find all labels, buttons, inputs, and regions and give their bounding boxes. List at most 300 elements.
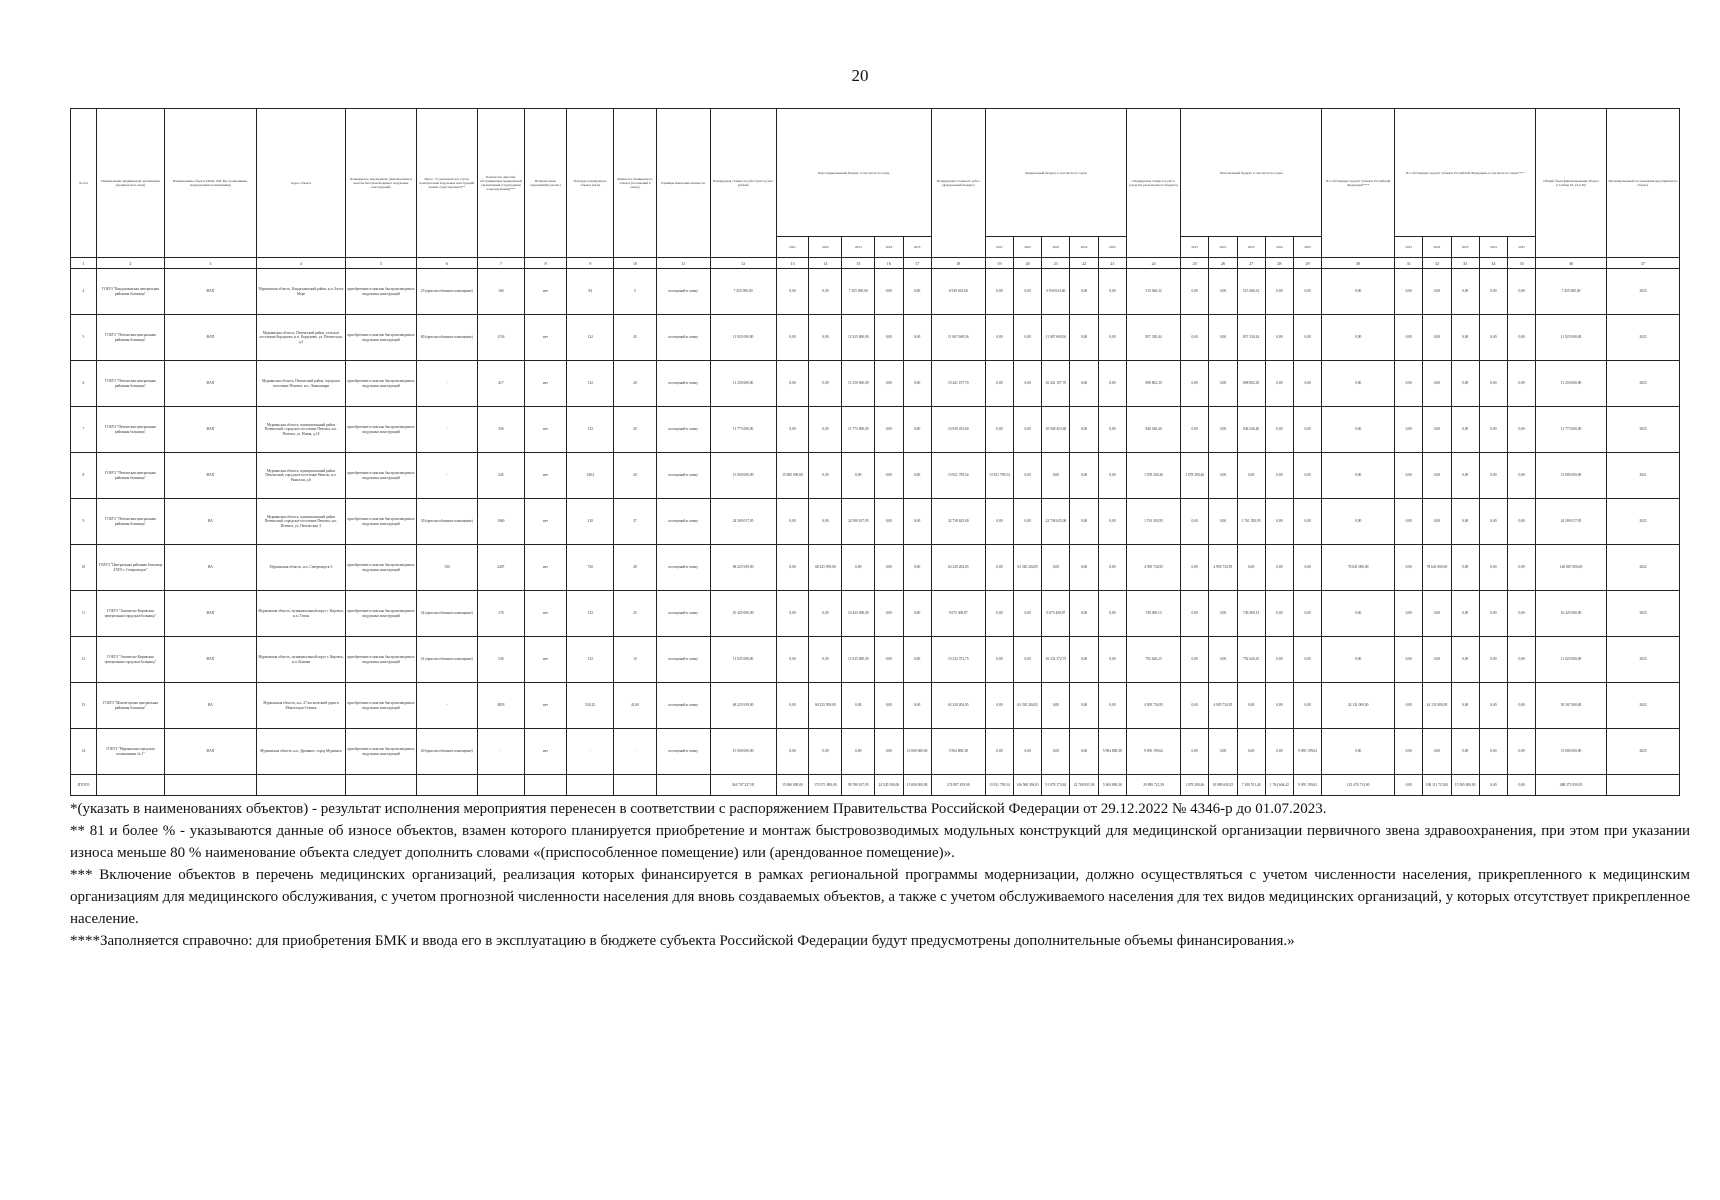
table-cell: 24 131 000,00 (1322, 683, 1395, 729)
table-cell: 417 (477, 361, 524, 407)
total-cell: 488 273 950,95 (1536, 775, 1607, 796)
table-cell: 0,00 (1395, 407, 1423, 453)
table-cell: 11 925 000,00 (842, 315, 875, 361)
table-cell: 0,00 (1293, 315, 1321, 361)
table-cell: 0,00 (1479, 637, 1507, 683)
column-number: 19 (985, 258, 1013, 269)
total-cell: 99 780 017,95 (842, 775, 875, 796)
table-cell: 0,00 (1098, 591, 1126, 637)
total-cell: 146 580 394,01 (1014, 775, 1042, 796)
table-cell: Мурманская область, муниципальный район Печенгский, городское поселение Печенга, н.п. Печенга, ул. Печенгская, 5 (256, 499, 345, 545)
table-cell: 0,00 (875, 499, 903, 545)
table-cell: 0,00 (1322, 453, 1395, 499)
table-cell: 8 (71, 453, 97, 499)
table-cell: 176 (477, 591, 524, 637)
table-cell: 10 232 372,75 (1042, 637, 1070, 683)
column-number: 25 (1181, 258, 1209, 269)
table-cell: 0,00 (1451, 315, 1479, 361)
table-cell: 25 (614, 591, 656, 637)
table-cell: 2023 (1606, 637, 1679, 683)
column-number: 24 (1127, 258, 1181, 269)
year-header: 2022 (1014, 237, 1042, 258)
column-number: 20 (1014, 258, 1042, 269)
column-number: 18 (931, 258, 985, 269)
table-cell: 4818 (477, 683, 524, 729)
table-cell: ГОБУЗ "Печенгская центральная районная больница" (96, 499, 164, 545)
column-number: 5 (346, 258, 417, 269)
column-number: 13 (776, 258, 809, 269)
table-cell: 0,00 (1070, 269, 1098, 315)
table-row (71, 545, 1680, 591)
table-cell: 13 921 799,54 (931, 453, 985, 499)
table-cell: 0,00 (1293, 499, 1321, 545)
table-cell: 4 (71, 269, 97, 315)
table-cell: 0,00 (1451, 729, 1479, 775)
table-cell: 80 (приспособленное помещение) (416, 315, 477, 361)
table-cell: 0,00 (1042, 729, 1070, 775)
table-cell: 0,00 (842, 453, 875, 499)
table-cell: 7 (71, 407, 97, 453)
table-cell: 63 320 204,05 (931, 683, 985, 729)
year-header: 2025 (1293, 237, 1321, 258)
table-cell: 857 330,44 (1237, 315, 1265, 361)
table-cell: 0,00 (809, 637, 842, 683)
total-cell: 24 545 500,00 (875, 775, 903, 796)
table-cell: приобретение и монтаж быстровозводимых модульных конструкций (346, 729, 417, 775)
table-cell: 11 775 000,00 (710, 407, 776, 453)
table-cell: 15 000 000,00 (903, 729, 931, 775)
table-cell: 0,00 (875, 407, 903, 453)
table-cell: 0,00 (1423, 315, 1451, 361)
table-cell: 0,00 (1479, 407, 1507, 453)
table-cell: 0,00 (776, 545, 809, 591)
table-row (71, 407, 1680, 453)
table-cell: 0,00 (1181, 407, 1209, 453)
table-cell: 0,00 (1395, 499, 1423, 545)
table-cell: 0,00 (776, 499, 809, 545)
table-cell: 68 225 939,00 (710, 683, 776, 729)
table-cell: 0,00 (875, 545, 903, 591)
table-cell: 0,00 (1507, 499, 1535, 545)
table-cell: 0,00 (1293, 545, 1321, 591)
table-cell: ВА (165, 545, 257, 591)
table-cell: 6 939 633,60 (1042, 269, 1070, 315)
table-cell: 0,00 (776, 637, 809, 683)
table-cell: 0,00 (1423, 269, 1451, 315)
table-cell: 0,00 (1070, 499, 1098, 545)
table-cell: 0,00 (1479, 499, 1507, 545)
table-cell: 11 067 669,56 (931, 315, 985, 361)
page-number: 20 (851, 66, 869, 85)
table-cell: 0,00 (1070, 407, 1098, 453)
table-cell: 0,00 (1098, 499, 1126, 545)
table-cell: 0,00 (1322, 315, 1395, 361)
table-cell: 0,00 (1265, 269, 1293, 315)
total-cell: 5 904 800,38 (1098, 775, 1126, 796)
table-cell: 11 025 000,00 (1536, 637, 1607, 683)
modernization-table-container (70, 108, 1680, 796)
column-number: 17 (903, 258, 931, 269)
table-cell: 245 (477, 453, 524, 499)
table-cell: 0,00 (1423, 729, 1451, 775)
table-cell: 0,00 (1293, 453, 1321, 499)
table-cell: 0,00 (903, 315, 931, 361)
table-cell: 0,00 (903, 407, 931, 453)
table-cell: 40 (приспособленное помещение) (416, 729, 477, 775)
table-cell: 0,00 (776, 683, 809, 729)
year-header: 2025 (1098, 237, 1126, 258)
table-cell: Мурманская область, н.п. 27 км железной дороги Мончегорск-Оленья (256, 683, 345, 729)
year-header: 2021 (985, 237, 1013, 258)
table-cell: 210 (567, 499, 614, 545)
table-cell: 20 (614, 361, 656, 407)
table-row (71, 453, 1680, 499)
table-cell: 11 (71, 591, 97, 637)
table-cell: 22 738 625,00 (1042, 499, 1070, 545)
total-cell: 9 095 199,62 (1293, 775, 1321, 796)
table-cell: 0,00 (875, 637, 903, 683)
table-cell: приобретение и монтаж быстровозводимых модульных конструкций (346, 315, 417, 361)
table-cell: 2023 (1606, 499, 1679, 545)
table-cell: 0,00 (875, 591, 903, 637)
table-cell: 0,00 (1423, 453, 1451, 499)
column-number: 3 (165, 258, 257, 269)
total-cell: 15 365 000,00 (1451, 775, 1479, 796)
column-header: Региональный бюджет, в том числе по годам (1181, 109, 1322, 237)
table-cell: 792 626,25 (1127, 637, 1181, 683)
year-header: 2021 (776, 237, 809, 258)
total-row (71, 775, 1680, 796)
column-number: 15 (842, 258, 875, 269)
table-cell: 2023 (1606, 361, 1679, 407)
table-cell: 0,00 (1423, 637, 1451, 683)
table-cell: 15 000 000,00 (710, 729, 776, 775)
table-cell: 0,00 (809, 315, 842, 361)
table-cell: 13 (71, 683, 97, 729)
table-cell: 749 490,13 (1237, 591, 1265, 637)
table-cell: 0,00 (1265, 453, 1293, 499)
total-cell (165, 775, 257, 796)
year-header: 2025 (903, 237, 931, 258)
table-cell: 0,00 (875, 315, 903, 361)
table-cell: 0,00 (1098, 545, 1126, 591)
table-cell: 0,00 (1098, 683, 1126, 729)
table-cell: 0,00 (1451, 269, 1479, 315)
table-cell: - (416, 683, 477, 729)
table-cell: 0,00 (1395, 683, 1423, 729)
table-cell: нет (524, 499, 566, 545)
table-cell: 0,00 (875, 361, 903, 407)
table-cell: 0,00 (1423, 407, 1451, 453)
table-cell: 20 (614, 453, 656, 499)
table-cell: 0,00 (1181, 591, 1209, 637)
column-header: Планируемое мероприятие (приобретение и монтаж быстровозводимых модульных конструкций) (346, 109, 417, 258)
footnotes (70, 798, 1690, 952)
year-header: 2023 (1042, 237, 1070, 258)
table-cell: 0,00 (875, 269, 903, 315)
table-cell: приобретение и монтаж быстровозводимых модульных конструкций (346, 407, 417, 453)
table-cell: 0,00 (1293, 683, 1321, 729)
table-cell: 0,00 (1395, 637, 1423, 683)
table-cell: 749 490,13 (1127, 591, 1181, 637)
column-number: 14 (809, 258, 842, 269)
table-cell: 63 320 204,05 (1014, 683, 1042, 729)
table-cell: 0,00 (903, 453, 931, 499)
total-cell: 7 180 551,40 (1237, 775, 1265, 796)
table-cell: 0,00 (809, 269, 842, 315)
column-header: Наименование объекта (ФАП, ФП, ВА, поликлиника, подразделение поликлиники) (165, 109, 257, 258)
table-cell: 0,00 (1479, 361, 1507, 407)
table-cell: 0,00 (1293, 269, 1321, 315)
table-cell: нет (524, 361, 566, 407)
table-cell: 11 925 000,00 (1536, 315, 1607, 361)
column-number: 16 (875, 258, 903, 269)
table-cell: приобретение и монтаж быстровозводимых модульных конструкций (346, 591, 417, 637)
column-header: Планируемая стоимость работ (всего) (тыс. рублей) (710, 109, 776, 258)
footnote-2: ** 81 и более % - указываются данные об износе объектов, взамен которого планируется приобретение и монтаж быстровозводимых модульных конструкций для медицинской организации первичного звена здравоохранения, при этом при указании износа меньше 80 % наименование объекта следует дополнить словами «(приспособленное помещение) или (арендованное помещение)». (70, 823, 1690, 861)
table-cell: 0,00 (985, 361, 1013, 407)
table-cell: 78 641 000,00 (1322, 545, 1395, 591)
table-cell: 24 500 017,95 (710, 499, 776, 545)
table-cell: 0,00 (1322, 407, 1395, 453)
table-cell: 0,00 (1507, 269, 1535, 315)
table-cell: посещений в смену (656, 315, 710, 361)
table-cell: 9 095 199,62 (1127, 729, 1181, 775)
table-cell: 0,00 (985, 545, 1013, 591)
table-cell: 5 (614, 269, 656, 315)
table-cell: приобретение и монтаж быстровозводимых модульных конструкций (346, 453, 417, 499)
table-cell: 0,00 (1014, 637, 1042, 683)
table-cell: ВА (165, 683, 257, 729)
table-cell: 0,00 (1181, 361, 1209, 407)
table-cell: 78 641 000,00 (1423, 545, 1451, 591)
total-cell: 123 476 713,00 (1322, 775, 1395, 796)
total-cell (256, 775, 345, 796)
table-cell: 0,00 (985, 315, 1013, 361)
table-cell: 132 (567, 637, 614, 683)
table-row (71, 499, 1680, 545)
table-cell: 10 928 453,60 (1042, 407, 1070, 453)
table-cell: 11 775 000,00 (842, 407, 875, 453)
table-cell: 166 (477, 269, 524, 315)
table-cell: 0,00 (1265, 499, 1293, 545)
table-cell: 0,00 (1423, 591, 1451, 637)
table-cell: 0,00 (1507, 637, 1535, 683)
table-cell: ФАП (165, 269, 257, 315)
table-cell: 0,00 (1395, 729, 1423, 775)
column-number: 10 (614, 258, 656, 269)
table-cell: 0,00 (1265, 545, 1293, 591)
table-cell: 0,00 (1209, 315, 1237, 361)
table-cell: 0,00 (1014, 407, 1042, 453)
table-cell: 0,00 (1265, 729, 1293, 775)
table-cell: 7 455 000,00 (842, 269, 875, 315)
table-cell: 0,00 (1265, 361, 1293, 407)
column-number: 32 (1423, 258, 1451, 269)
footnote-4: ****Заполняется справочно: для приобретения БМК и ввода его в эксплуатацию в бюджете субъекта Российской Федерации будут предусмотрены дополнительные объемы финансирования.» (70, 933, 1295, 949)
table-cell: посещений в смену (656, 499, 710, 545)
table-cell: 0,00 (809, 591, 842, 637)
table-cell: 0,00 (1451, 499, 1479, 545)
table-cell: 0,00 (1209, 269, 1237, 315)
column-header: Федеральный бюджет, в том числе по годам (985, 109, 1126, 237)
table-cell: 15 000 000,00 (710, 453, 776, 499)
table-cell: 0,00 (1395, 545, 1423, 591)
total-cell (1606, 775, 1679, 796)
table-cell: 0,00 (1322, 591, 1395, 637)
table-cell: посещений в смену (656, 269, 710, 315)
table-cell: нет (524, 453, 566, 499)
table-cell: 0,00 (1507, 361, 1535, 407)
table-row (71, 683, 1680, 729)
table-cell: приобретение и монтаж быстровозводимых модульных конструкций (346, 269, 417, 315)
table-cell: 0,00 (1070, 729, 1098, 775)
table-cell: приобретение и монтаж быстровозводимых модульных конструкций (346, 361, 417, 407)
total-cell: 22 780 835,58 (1070, 775, 1098, 796)
table-cell: 536 (477, 637, 524, 683)
table-cell: 0,00 (1237, 545, 1265, 591)
table-cell: 0,00 (985, 637, 1013, 683)
table-cell: 84 (567, 269, 614, 315)
column-number: 23 (1098, 258, 1126, 269)
column-number: 26 (1209, 258, 1237, 269)
table-cell: 4 905 734,95 (1209, 545, 1237, 591)
table-cell: 10 928 453,60 (931, 407, 985, 453)
table-cell: 10 232 372,75 (931, 637, 985, 683)
table-cell: нет (524, 683, 566, 729)
table-cell: 2023 (1606, 591, 1679, 637)
table-cell: 0,00 (1395, 315, 1423, 361)
table-cell: 0,00 (1507, 315, 1535, 361)
table-cell: 0,00 (1098, 269, 1126, 315)
table-cell: 0,00 (1322, 269, 1395, 315)
table-cell: 10 425 000,00 (842, 591, 875, 637)
table-cell: 0,00 (1042, 545, 1070, 591)
table-cell: Мурманская область, н.п. Североморск-3 (256, 545, 345, 591)
table-cell: нет (524, 407, 566, 453)
table-cell: 7 455 000,00 (710, 269, 776, 315)
table-cell: 68 225 939,00 (809, 683, 842, 729)
table-cell: 1 761 392,95 (1237, 499, 1265, 545)
year-header: 2023 (1451, 237, 1479, 258)
table-cell: 857 330,44 (1127, 315, 1181, 361)
table-cell: 846 546,40 (1127, 407, 1181, 453)
table-cell: 520,25 (567, 683, 614, 729)
table-cell: 11 250 000,00 (1536, 361, 1607, 407)
table-cell: 0,00 (1098, 453, 1126, 499)
column-number: 4 (256, 258, 345, 269)
table-cell: 5 904 800,38 (931, 729, 985, 775)
table-cell: 0,00 (776, 591, 809, 637)
year-header: 2021 (1181, 237, 1209, 258)
table-cell: 7 455 000,00 (1536, 269, 1607, 315)
table-cell: 28 (614, 545, 656, 591)
table-cell: 2025 (1606, 729, 1679, 775)
table-cell: 0,00 (985, 269, 1013, 315)
table-cell: 6 (71, 361, 97, 407)
table-cell: 0,00 (1451, 453, 1479, 499)
year-header: 2024 (1479, 237, 1507, 258)
table-cell: 11 025 000,00 (710, 637, 776, 683)
table-cell: 146 867 000,00 (1536, 545, 1607, 591)
table-cell: 0,00 (1507, 453, 1535, 499)
column-number: 8 (524, 258, 566, 269)
table-cell: 11 775 000,00 (1536, 407, 1607, 453)
table-cell: 5 (71, 315, 97, 361)
table-cell: 0,00 (1098, 361, 1126, 407)
table-cell: 20 (614, 407, 656, 453)
column-header: Количество жителей, обслуживаемых медицинской организацией (структурным подразделением)*** (477, 109, 524, 258)
table-cell: 4 905 734,95 (1209, 683, 1237, 729)
table-cell: 11 250 000,00 (710, 361, 776, 407)
table-cell: 41,00 (614, 683, 656, 729)
table-cell: 0,00 (1265, 637, 1293, 683)
year-header: 2024 (1265, 237, 1293, 258)
table-cell: 2022 (1606, 683, 1679, 729)
total-cell: 170 571 800,00 (809, 775, 842, 796)
table-cell: 0,00 (1237, 453, 1265, 499)
table-cell: 45 (614, 315, 656, 361)
table-cell: 0,00 (1098, 407, 1126, 453)
column-header: № п/п (71, 109, 97, 258)
total-cell: 274 897 459,98 (931, 775, 985, 796)
total-cell (477, 775, 524, 796)
table-cell: 0,00 (1451, 407, 1479, 453)
table-cell: 0,00 (1070, 683, 1098, 729)
year-header: 2022 (809, 237, 842, 258)
total-cell: ИТОГО (71, 775, 97, 796)
table-cell: 2023 (1606, 269, 1679, 315)
total-cell (416, 775, 477, 796)
table-cell: 34 (приспособленное помещение) (416, 591, 477, 637)
table-cell: 30 (приспособленное помещение) (416, 499, 477, 545)
table-cell: 0,00 (1265, 407, 1293, 453)
table-cell: 2407 (477, 545, 524, 591)
table-cell: 11 250 000,00 (842, 361, 875, 407)
column-number: 31 (1395, 258, 1423, 269)
table-cell: Мурманская область, муниципальный район Печенгский, городское поселение Печенга, н.п. Печенга, ул. Новая, д.18 (256, 407, 345, 453)
table-cell: 0,00 (809, 361, 842, 407)
column-header: Планируемая стоимость работ (средства регионального бюджета) (1127, 109, 1181, 258)
column-header: Наличие плана мероприятий (да/нет) (524, 109, 566, 258)
table-cell: 0,00 (1098, 637, 1126, 683)
table-cell: 0,00 (776, 407, 809, 453)
table-cell: 0,00 (985, 499, 1013, 545)
table-cell: нет (524, 315, 566, 361)
table-cell: 0,00 (1070, 545, 1098, 591)
table-cell: 132 (567, 315, 614, 361)
year-header: 2025 (1507, 237, 1535, 258)
column-header: Мощность планируемого объекта (посещений в смену) (614, 109, 656, 258)
column-header: Из собственных средств субъекта Российской Федерации, в том числе по годам**** (1395, 109, 1536, 237)
column-number: 22 (1070, 258, 1098, 269)
table-cell: 4 905 734,95 (1127, 683, 1181, 729)
footnote-3: *** Включение объектов в перечень медицинских организаций, реализация которых финансируется в рамках региональной программы модернизации, должно осуществляться с учетом численности населения, прикрепленного к медицинским организациям для медицинского обслуживания, с учетом прогнозной численности населения для вновь создаваемых объектов, а также с учетом обслуживаемого населения для тех видов медицинских организаций, у которых отсутствует прикрепленное население. (70, 867, 1690, 927)
table-cell: 10 425 000,00 (1536, 591, 1607, 637)
table-cell: 1060 (477, 499, 524, 545)
table-cell: 0,00 (1265, 315, 1293, 361)
column-number: 36 (1536, 258, 1607, 269)
table-cell: 149,3 (567, 453, 614, 499)
table-cell: 0,00 (903, 683, 931, 729)
table-cell: 0,00 (1451, 361, 1479, 407)
table-cell: 0,00 (1014, 729, 1042, 775)
table-cell: Мурманская область, н.п. Дровяное, город Мурманск (256, 729, 345, 775)
table-cell: 0,00 (1237, 729, 1265, 775)
table-cell: 0,00 (903, 361, 931, 407)
table-cell: ФАП (165, 591, 257, 637)
table-cell: 356 (477, 407, 524, 453)
